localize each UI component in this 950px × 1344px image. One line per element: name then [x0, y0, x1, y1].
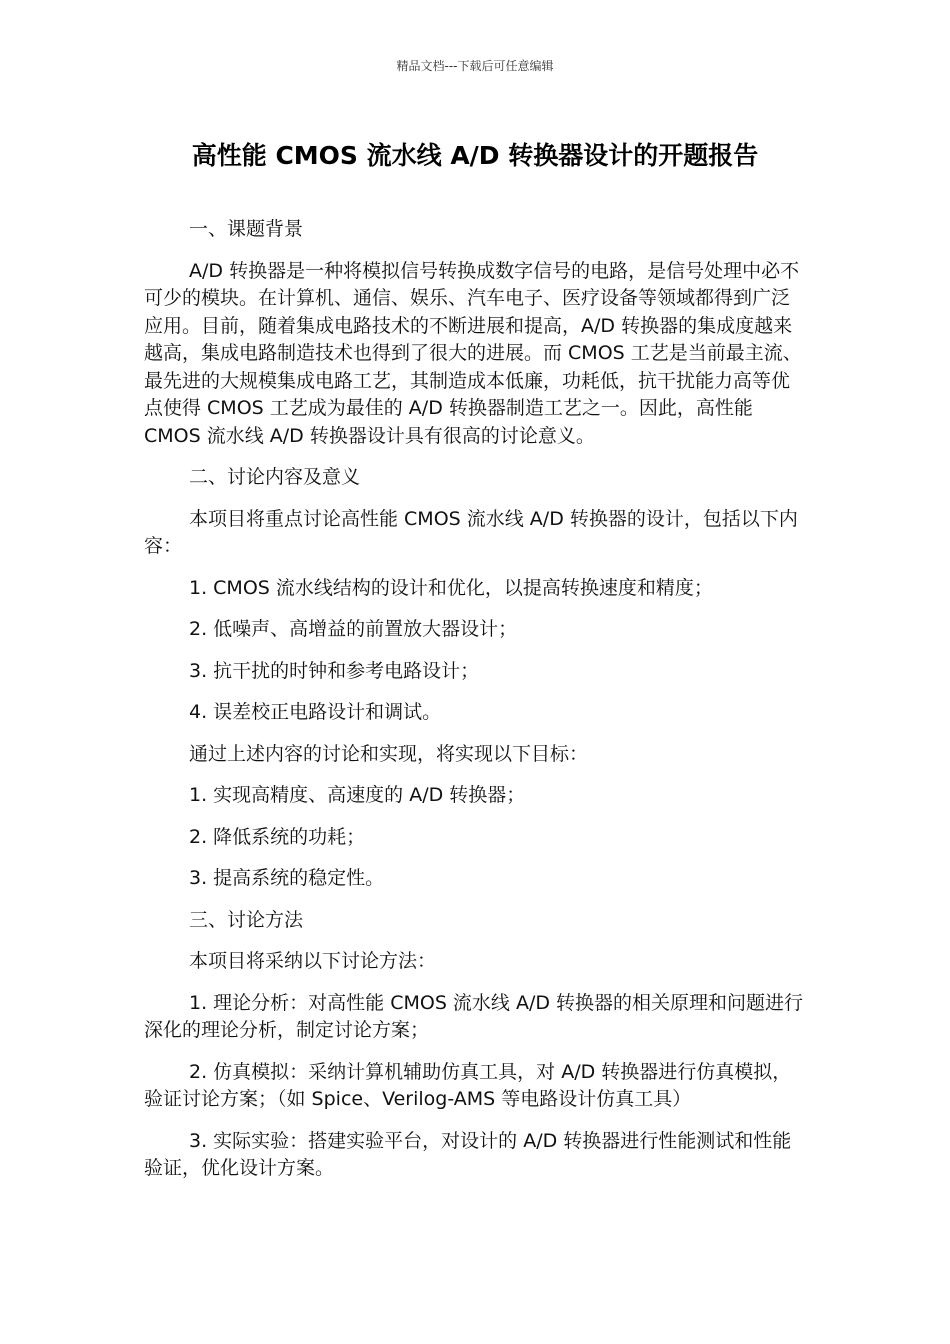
section-heading-content: 二、讨论内容及意义 — [189, 466, 361, 488]
paragraph-background: A/D 转换器是一种将模拟信号转换成数字信号的电路，是信号处理中必不可少的模块。在计算机、通信、娱乐、汽车电子、医疗设备等领域都得到广泛应用。目前，随着集成电路技术的不断进展和提高，A/D 转换器的集成度越来越高，集成电路制造技术也得到了很大的进展。而 CMOS 工艺是当前最主流、最先进的大规模集成电路工艺，其制造成本低廉，功耗低，抗干扰能力高等优点使得 CMOS 工艺成为最佳的 A/D 转换器制造工艺之一。因此，高性能 CMOS 流水线 A/D 转换器设计具有很高的讨论意义。 — [144, 259, 802, 447]
list-item-content-1: 1. CMOS 流水线结构的设计和优化，以提高转换速度和精度； — [189, 576, 713, 599]
section-heading-background: 一、课题背景 — [189, 218, 304, 240]
list-item-goal-2: 2. 降低系统的功耗； — [189, 825, 366, 848]
paragraph-content-intro: 本项目将重点讨论高性能 CMOS 流水线 A/D 转换器的设计，包括以下内容： — [144, 507, 798, 557]
list-item-goal-1: 1. 实现高精度、高速度的 A/D 转换器； — [189, 784, 526, 806]
page-header-note: 精品文档---下载后可任意编辑 — [396, 59, 554, 73]
paragraph-goals-intro: 通过上述内容的讨论和实现，将实现以下目标： — [189, 742, 589, 765]
section-heading-methods: 三、讨论方法 — [189, 908, 304, 931]
list-item-method-3: 3. 实际实验：搭建实验平台，对设计的 A/D 转换器进行性能测试和性能验证，优化设计方案。 — [144, 1129, 792, 1179]
document-body — [144, 216, 806, 1197]
paragraph-methods-intro: 本项目将采纳以下讨论方法： — [189, 950, 437, 972]
list-item-method-2: 2. 仿真模拟：采纳计算机辅助仿真工具，对 A/D 转换器进行仿真模拟，验证讨论方案；（如 Spice、Verilog-AMS 等电路设计仿真工具） — [144, 1060, 792, 1110]
list-item-goal-3: 3. 提高系统的稳定性。 — [189, 867, 385, 889]
list-item-content-2: 2. 低噪声、高增益的前置放大器设计； — [189, 618, 518, 640]
list-item-method-1: 1. 理论分析：对高性能 CMOS 流水线 A/D 转换器的相关原理和问题进行深化的理论分析，制定讨论方案； — [144, 991, 804, 1041]
document-title: 高性能 CMOS 流水线 A/D 转换器设计的开题报告 — [191, 141, 759, 170]
list-item-content-3: 3. 抗干扰的时钟和参考电路设计； — [189, 659, 480, 682]
list-item-content-4: 4. 误差校正电路设计和调试。 — [189, 701, 442, 723]
